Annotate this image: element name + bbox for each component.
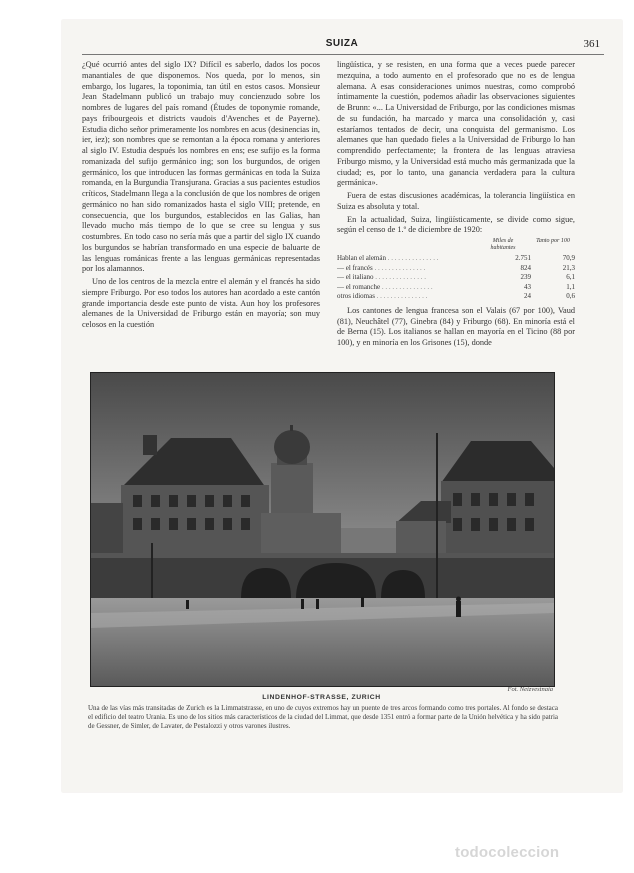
row-label: Hablan el alemán . . . [337,254,487,264]
row-thousands: 2.751 [515,254,531,262]
row-thousands: 824 [520,263,531,272]
table-header [337,238,575,252]
page-number: 361 [583,38,600,50]
language-census-table [337,238,575,302]
paragraph: Fuera de estas discusiones académicas, la tolerancia lingüística en Suiza es absoluta y total. [337,191,575,211]
header-rule [82,54,604,55]
row-percent: 6,1 [566,273,575,282]
row-percent: 0,6 [566,292,575,301]
table-row [337,264,575,274]
running-title: SUIZA [325,38,359,49]
photo-caption-text: Una de las vías más transitadas de Zurich es la Limmatstrasse, en uno de cuyos extremos hay un puente de tres arcos formando como tres portales. Al fondo se destaca el edificio del teatro Urania. Es uno de los sitios más característicos de la ciudad del Limmat, que desde 1351 entró a formar parte de la Unión helvética y ha sido patria de Gessner, de Simler, de Lavater, de Pestalozzi y otros varones ilustres. [88,704,558,731]
right-text-column [337,60,575,380]
book-page [62,20,622,792]
row-percent: 21,3 [562,263,575,272]
paragraph: Uno de los centros de la mezcla entre el alemán y el francés ha sido siempre Friburgo. Por eso todos los autores han acordado a este cantón grande importancia desde este punto de vista. Aun hoy los profesores alemanes de la Universidad de Friburgo están en mayoría; son muy celosos en la cuestión [82,277,320,329]
row-label: — el romanche . . . [337,283,487,293]
table-row [337,273,575,283]
paragraph: lingüística, y se resisten, en una forma que a veces puede parecer mezquina, a todo aumento en el profesorado que no es de lengua alemana. A esas consideraciones unimos nuestras, como comprobó íntimamente la cuestión, podemos añadir las observaciones siguientes de Brunn: «... La Universidad de Friburgo, por las condiciones mismas de su fundación, ha marcado y marca una consolidación y, casi estaríamos tentados de decir, una conquista del germanismo. Los alemanes que han quedado fieles a la Universidad de Friburgo lo han comprendido perfectamente; la frontera de las lenguas atraviesa Friburgo mismo, y la Universidad está mucho más germanizada que la ciudad; es, por lo tanto, una ganancia verdadera para la cultura germánica». [337,60,575,188]
photo-caption-title: LINDENHOF-STRASSE, ZURICH [262,694,381,701]
paragraph: Los cantones de lengua francesa son el Valais (67 por 100), Vaud (81), Neuchâtel (77), Ginebra (84) y Friburgo (68). En minoría está el de Berna (15). Los italianos se hallan en mayoría en el Ticino (88 por 100), y en minoría en los Grisones (15), donde [337,305,575,348]
table-row [337,254,575,264]
column-header-percent: Tanto por 100 [536,238,570,244]
row-label: — el francés . . . [337,264,487,274]
left-text-column [82,60,320,380]
row-percent: 70,9 [562,254,575,262]
row-thousands: 43 [524,282,531,291]
table-row [337,292,575,302]
watermark-logo: todocoleccion [455,844,560,861]
column-header-thousands: Miles de habitantes [490,238,516,251]
row-thousands: 239 [520,273,531,282]
street-photo [90,372,555,687]
row-label: otros idiomas . . . [337,292,487,302]
page-header [62,38,622,54]
table-row [337,283,575,293]
paragraph: ¿Qué ocurrió antes del siglo IX? Difícil es saberlo, dados los pocos manantiales de que disponemos. Nos queda, por lo menos, sin embargo, los lugares, la toponimia, tan útil en estos casos. Monsieur Jean Stadelmann publicó un trabajo muy concienzudo sobre los nombres de lugares del país romand (Études de toponymie romande, pays fribourgeois et districts vaudois d'Avenches et de Payerne). Estudia dicho señor primeramente los nombres en acus (desinencias in, ier, iez); son nombres que se remontan a la época romana y anteriores al siglo IV. Estudia después los nombres en ens; ese sufijo es la forma romanizada del sufijo germánico ing; son los burgundos, de origen germánico, los que introducen las formas germánicas en toda la Suiza romanda, en la Burgundia Transjurana. Gracias a sus pacientes estudios críticos, Stadelmann llega a la conclusión de que los nombres de origen germánico no han sido romanizados hasta el siglo VIII; pretende, en consecuencia, que los burgundos, establecidos en las Galias, han llevado mucho más tiempo de lo que se cree su lengua y sus costumbres. En todo caso no sería más que a partir del siglo IX cuando los burgundos se habrían transformado en una especie de baluarte de las lenguas románicas frente a las lenguas germánicas representadas por los alamannos. [82,60,320,274]
paragraph: En la actualidad, Suiza, lingüísticamente, se divide como sigue, según el censo de 1.º de diciembre de 1920: [337,214,575,235]
photo-credit: Fot. Neizvestnaia [507,686,553,693]
row-label: — el italiano . . . [337,273,487,283]
row-thousands: 24 [524,292,531,301]
street-scene-illustration [91,373,554,686]
row-percent: 1,1 [566,282,575,291]
